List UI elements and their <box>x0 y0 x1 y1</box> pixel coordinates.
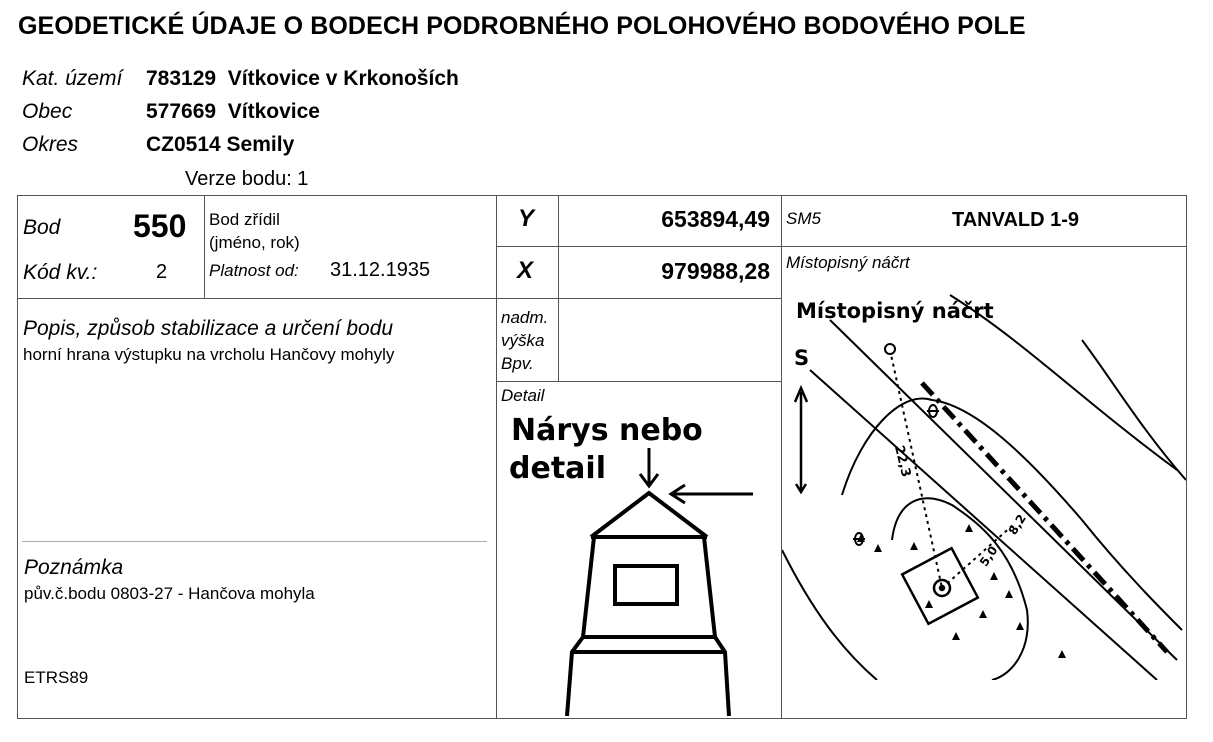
obec-value: 577669 Vítkovice <box>146 100 320 123</box>
kat-uzemi-label: Kat. území <box>22 67 123 90</box>
distance-label-3: 5,0 <box>976 543 1001 569</box>
platnost-label: Platnost od: <box>209 261 299 280</box>
detail-label: Detail <box>501 386 545 405</box>
height-label-3: Bpv. <box>501 354 534 373</box>
boundary-line <box>922 383 1167 652</box>
y-label: Y <box>518 205 535 232</box>
zridil-label: Bod zřídil <box>209 210 280 229</box>
map-system: SM5 <box>786 209 821 228</box>
down-arrow-icon <box>640 448 658 486</box>
kod-kv-label: Kód kv.: <box>23 261 98 284</box>
okres-value: CZ0514 Semily <box>146 133 295 156</box>
description-text: horní hrana výstupku na vrcholu Hančovy mohyly <box>23 345 395 364</box>
x-label: X <box>517 257 534 284</box>
distance-label-2: 8,2 <box>1005 511 1029 538</box>
north-arrow-icon <box>795 388 807 492</box>
note-label: Poznámka <box>24 556 124 579</box>
okres-label: Okres <box>22 133 79 156</box>
pillar-drawing <box>567 493 729 716</box>
note-text: pův.č.bodu 0803-27 - Hančova mohyla <box>24 584 315 603</box>
reference-point-icon <box>885 344 895 354</box>
left-arrow-icon <box>671 485 753 503</box>
detail-sketch <box>497 400 780 716</box>
distance-label-1: 22,3 <box>890 443 914 479</box>
zridil-sub: (jméno, rok) <box>209 233 300 252</box>
detail-sketch-title-1: Nárys nebo <box>511 413 703 448</box>
point-marker-icon <box>902 548 978 624</box>
detail-sketch-title-2: detail <box>509 451 606 486</box>
terrain-lines <box>782 295 1186 680</box>
coordinate-system: ETRS89 <box>24 668 89 687</box>
page-title: GEODETICKÉ ÚDAJE O BODECH PODROBNÉHO POLOHOVÉHO BODOVÉHO POLE <box>18 12 1026 40</box>
kat-uzemi-value: 783129 Vítkovice v Krkonoších <box>146 67 459 90</box>
bod-label: Bod <box>23 216 61 239</box>
map-sheet: TANVALD 1-9 <box>952 209 1080 231</box>
nacrt-label: Místopisný náčrt <box>786 253 910 272</box>
verze-bodu: Verze bodu: 1 <box>185 168 309 190</box>
bod-number: 550 <box>133 208 187 244</box>
obec-label: Obec <box>22 100 73 123</box>
x-value: 979988,28 <box>661 258 770 284</box>
sketch-title: Místopisný náčrt <box>796 299 994 323</box>
height-label-2: výška <box>501 331 545 350</box>
y-value: 653894,49 <box>661 206 770 232</box>
height-label-1: nadm. <box>501 308 549 327</box>
north-letter: S <box>794 346 810 370</box>
description-label: Popis, způsob stabilizace a určení bodu <box>23 317 394 340</box>
kod-kv-value: 2 <box>156 261 168 283</box>
tree-symbols <box>857 524 1066 658</box>
location-sketch <box>782 280 1186 680</box>
platnost-value: 31.12.1935 <box>330 259 431 281</box>
